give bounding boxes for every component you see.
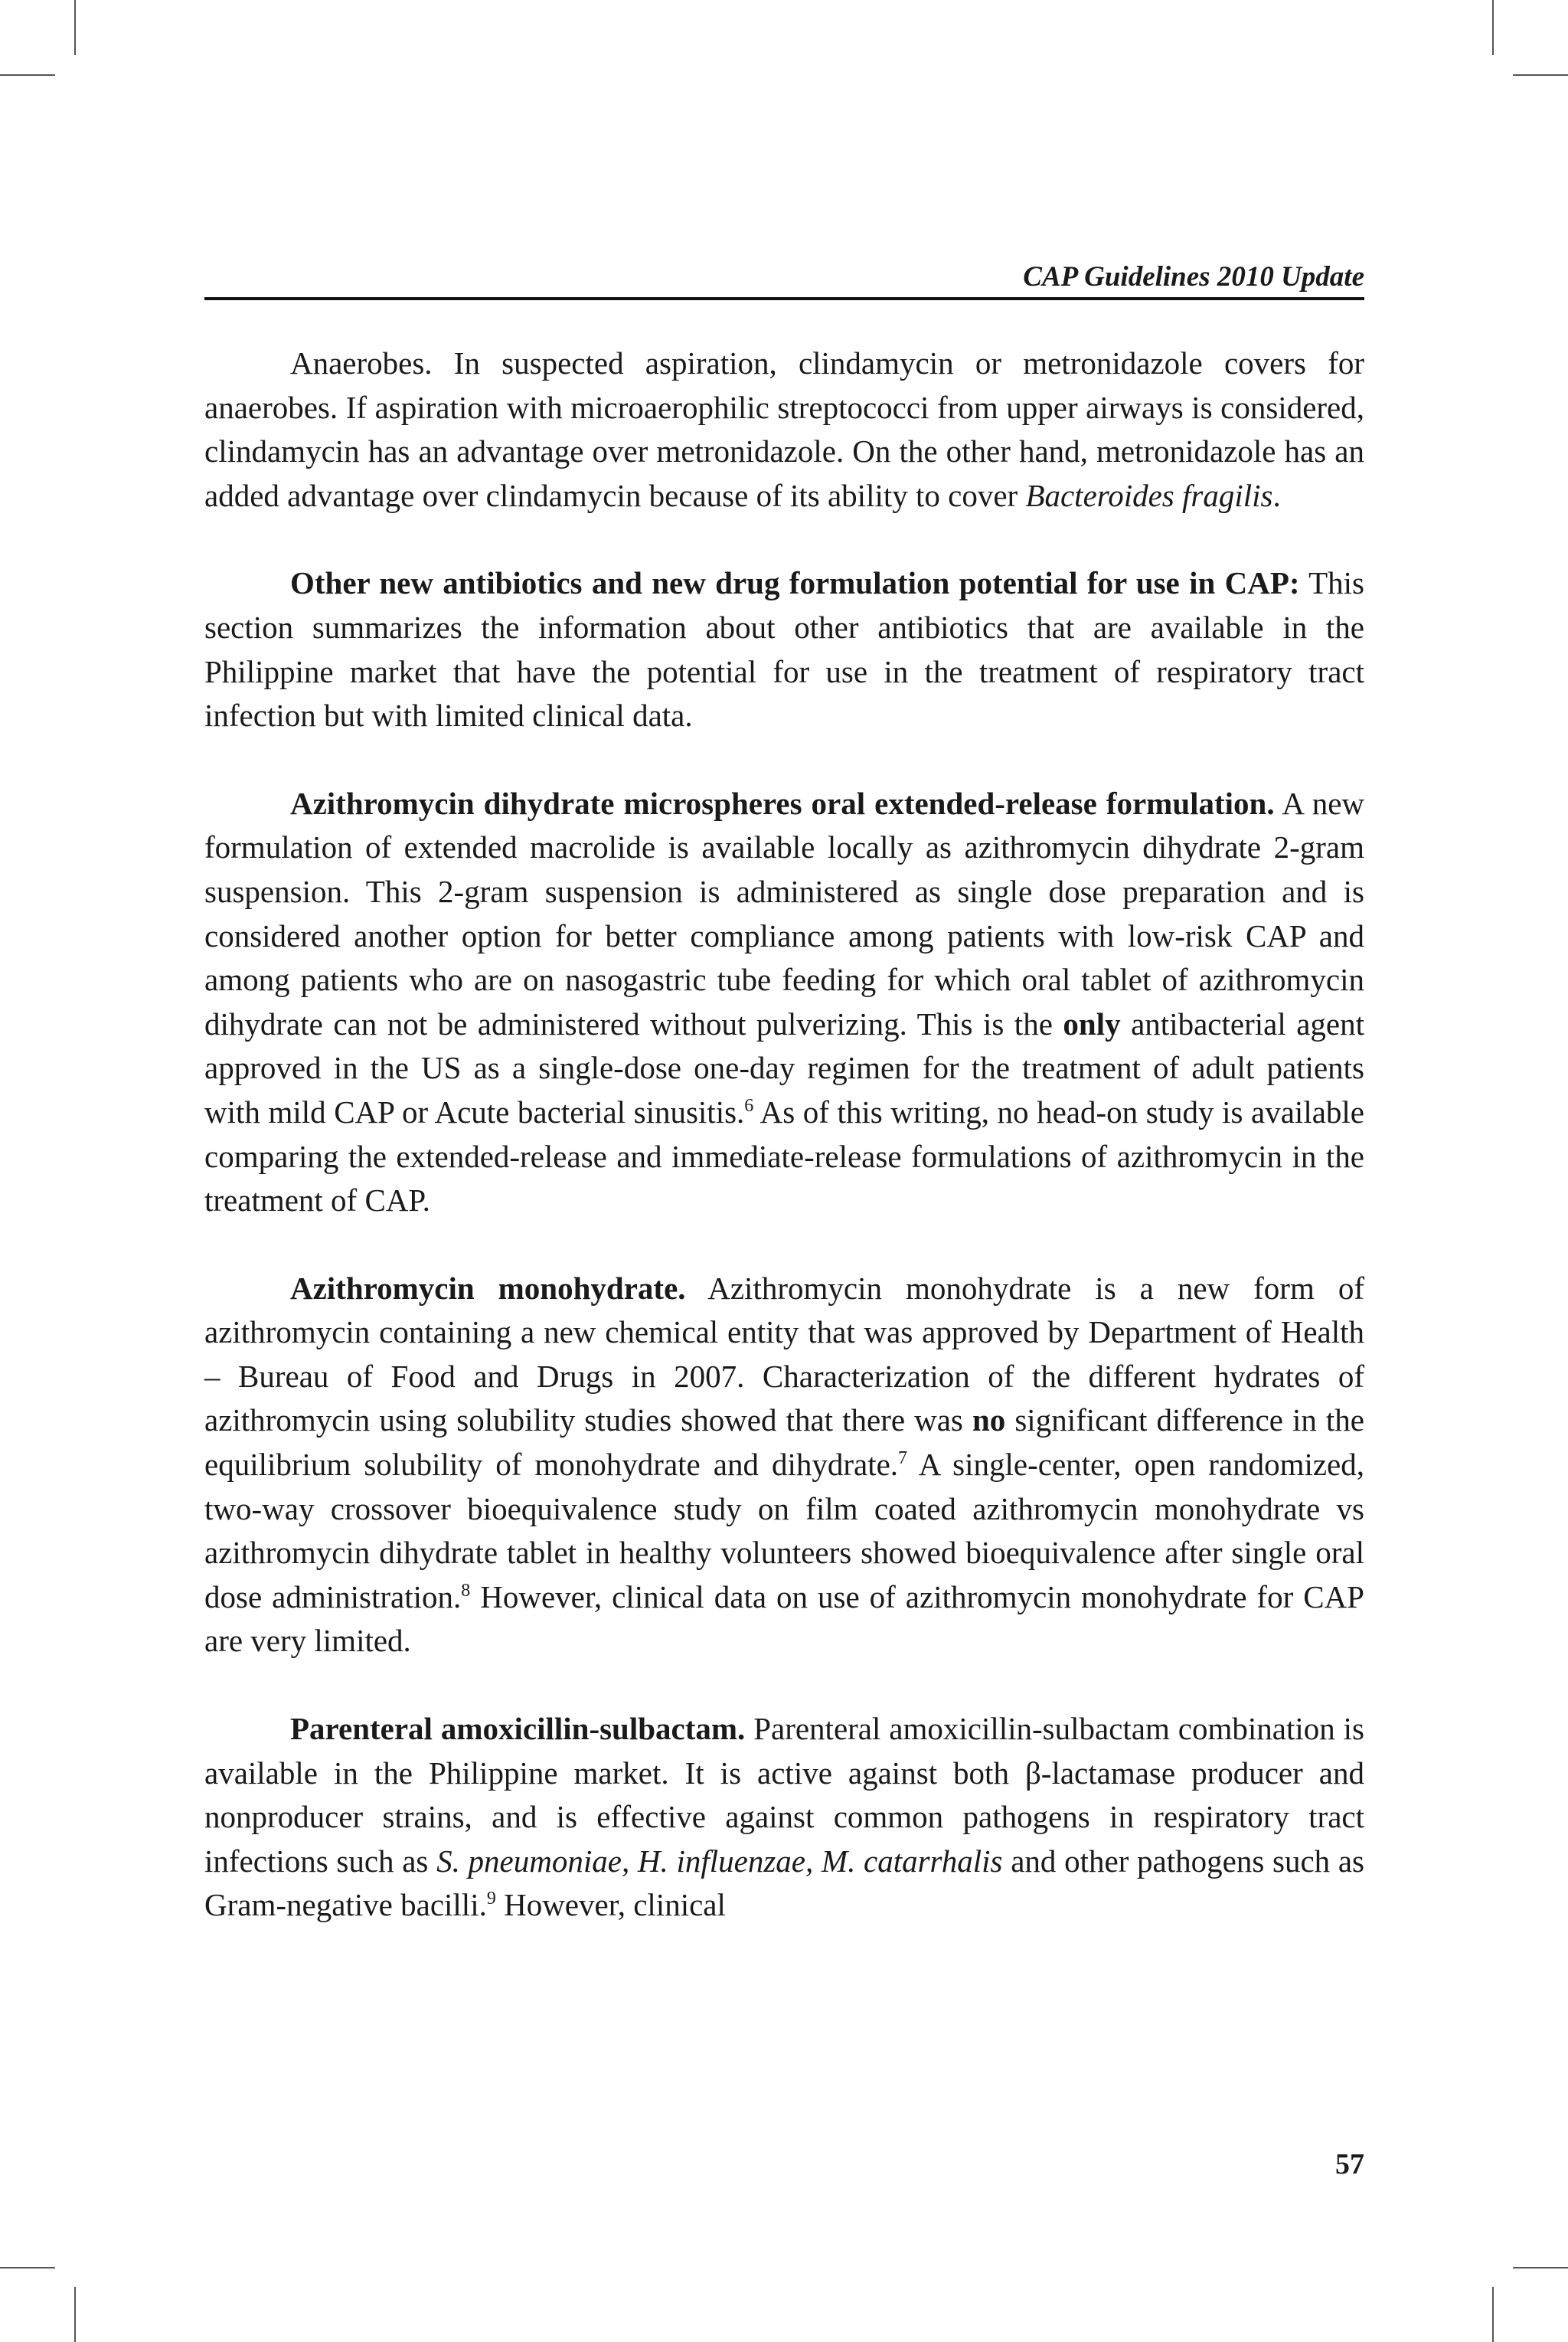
crop-mark-top-left [74,0,76,55]
crop-mark-bottom-right [1492,2287,1494,2342]
reference-superscript: 8 [461,1580,471,1601]
running-header: CAP Guidelines 2010 Update [1023,261,1364,293]
paragraph-text: This section summarizes the information about other antibiotics that are available in the Philippine market that have the potential for use in the treatment of respiratory tract infection but with limited clinical data. [204,565,1364,734]
paragraph-anaerobes [204,342,1364,518]
crop-mark-right-bottom [1513,2267,1568,2268]
page-number: 57 [1335,2148,1364,2180]
paragraph-text: Parenteral amoxicillin-sulbactam combination is available in the Philippine market. It is active against both β-lactamase producer and nonproducer strains, and is effective against common pathogens in respiratory tract infections such as [204,1711,1364,1879]
crop-mark-bottom-left [74,2287,76,2342]
paragraph-text: antibacterial agent approved in the US as a single-dose one-day regimen for the treatment of adult patients with mild CAP or Acute bacterial sinusitis. [204,1006,1364,1130]
italic-organism: Bacteroides fragilis [1025,477,1273,513]
paragraph-text: As of this writing, no head-on study is available comparing the extended-release and immediate-release formulations of azithromycin in the treatment of CAP. [204,1094,1364,1218]
paragraph-heading: Azithromycin monohydrate. [290,1270,686,1306]
paragraph-text: However, clinical data on use of azithromycin monohydrate for CAP are very limited. [204,1578,1364,1659]
paragraph-heading: Azithromycin dihydrate microspheres oral extended-release formulation. [290,785,1275,821]
crop-mark-left-top [0,74,55,76]
crop-mark-left-bottom [0,2267,55,2268]
paragraph-text: A single-center, open randomized, two-way crossover bioequivalence study on film coated azithromycin monohydrate vs azithromycin dihydrate tablet in healthy volunteers showed bioequivalence after single oral dose administration. [204,1447,1364,1614]
paragraph-other-new-antibiotics [204,561,1364,738]
paragraph-amoxicillin-sulbactam [204,1707,1364,1928]
reference-superscript: 7 [898,1448,908,1469]
paragraph-text: However, clinical [495,1887,726,1923]
italic-pathogens: S. pneumoniae, H. influenzae, M. catarrhalis [436,1843,1003,1879]
page-body [204,342,1364,1928]
paragraph-azithromycin-monohydrate [204,1267,1364,1663]
reference-superscript: 6 [744,1095,754,1116]
paragraph-text: Anaerobes. In suspected aspiration, clindamycin or metronidazole covers for anaerobes. If aspiration with microaerophilic streptococci from upper airways is considered, clindamycin has an advantage over metronidazole. On the other hand, metronidazole has an added advantage over clindamycin because of its ability to cover [204,345,1364,513]
header-rule [204,297,1364,300]
emphasis-only: only [1063,1006,1121,1042]
paragraph-heading: Parenteral amoxicillin-sulbactam. [290,1711,746,1747]
crop-mark-right-top [1513,74,1568,76]
paragraph-text: Azithromycin monohydrate is a new form of azithromycin containing a new chemical entity that was approved by Department of Health – Bureau of Food and Drugs in 2007. Characterization of the different hydrates of azithromycin using solubility studies showed that there was [204,1270,1364,1438]
paragraph-text: A new formulation of extended macrolide is available locally as azithromycin dihydrate 2-gram suspension. This 2-gram suspension is administered as single dose preparation and is considered another option for better compliance among patients with low-risk CAP and among patients who are on nasogastric tube feeding for which oral tablet of azithromycin dihydrate can not be administered without pulverizing. This is the [204,785,1364,1042]
paragraph-azithromycin-dihydrate [204,782,1364,1223]
crop-mark-top-right [1492,0,1494,55]
emphasis-no: no [972,1402,1006,1438]
paragraph-text: and other pathogens such as Gram-negative bacilli. [204,1843,1364,1923]
paragraph-end: . [1272,477,1281,513]
paragraph-text: significant difference in the equilibrium solubility of monohydrate and dihydrate. [204,1402,1365,1483]
reference-superscript: 9 [486,1889,496,1909]
paragraph-heading: Other new antibiotics and new drug formulation potential for use in CAP: [290,565,1300,601]
